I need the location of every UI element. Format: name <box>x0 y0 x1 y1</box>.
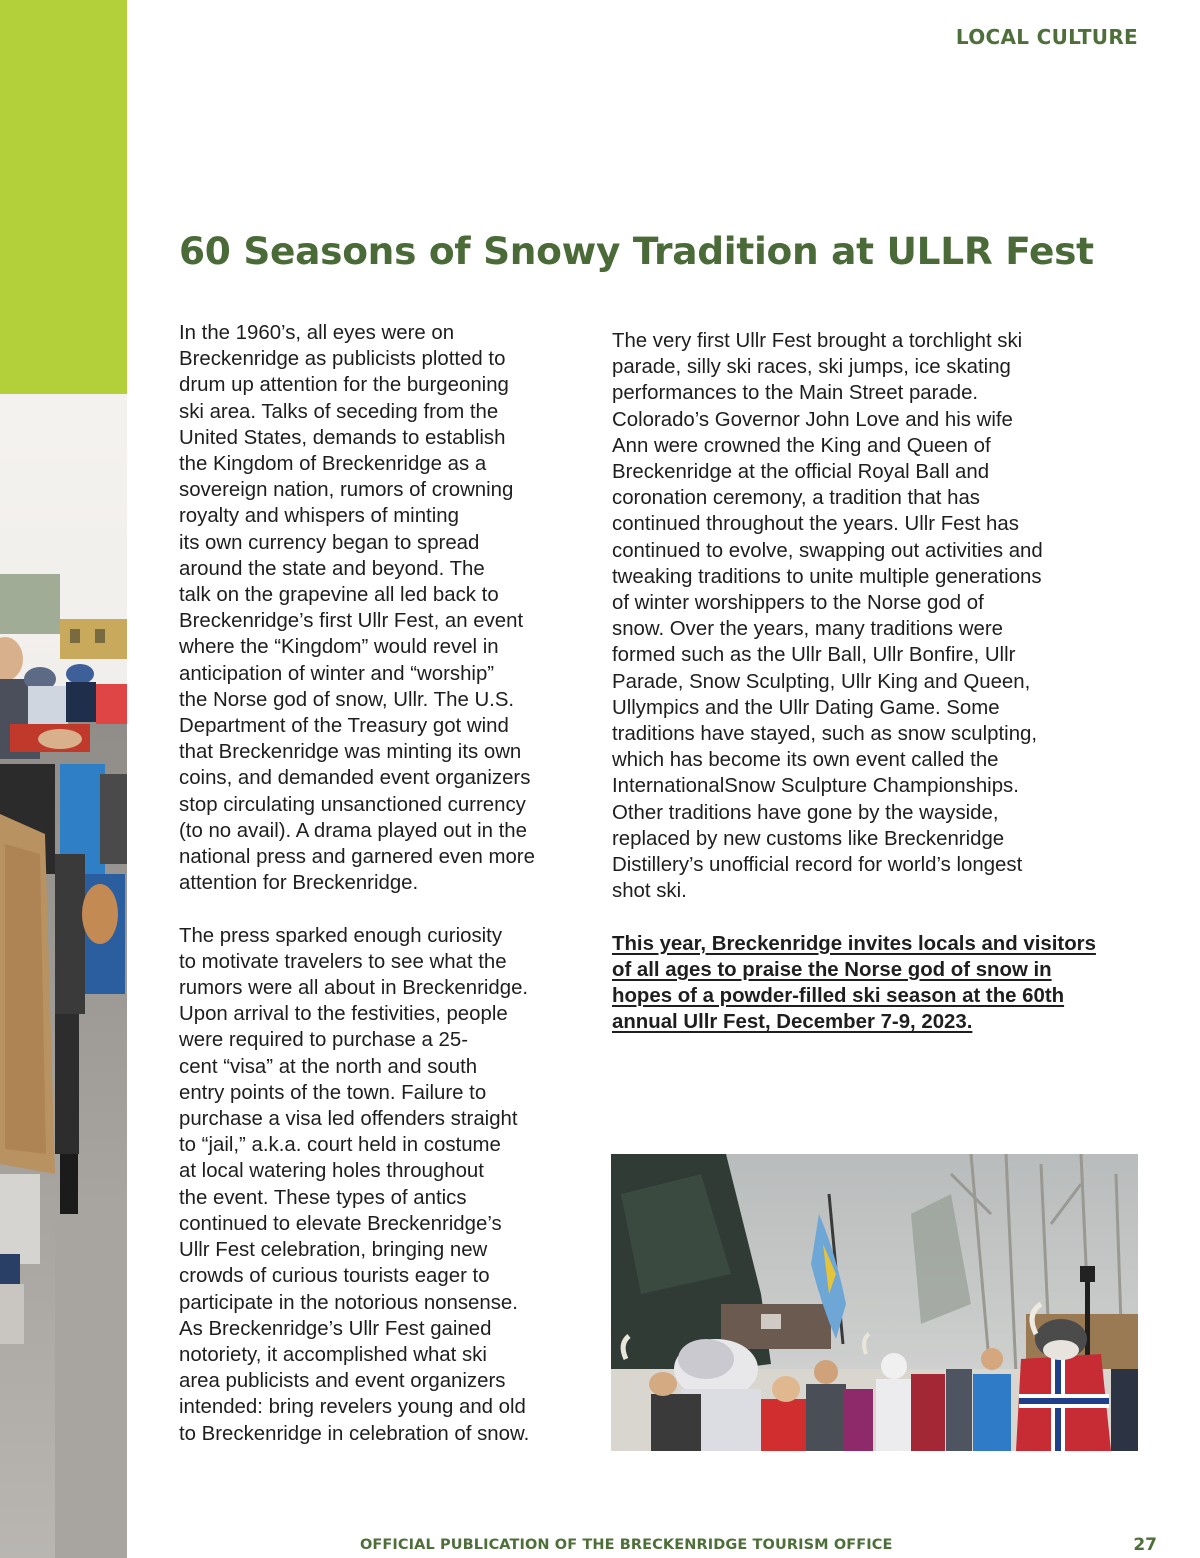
article-left-column <box>179 320 594 1447</box>
event-call-to-action: This year, Breckenridge invites locals and visitors of all ages to praise the Norse god of snow in hopes of a powder-filled ski season at the 60th annual Ullr Fest, December 7-9, 2023. <box>612 932 1096 1034</box>
crowd-edge-photo <box>0 394 127 1558</box>
article-right-column <box>612 328 1142 1035</box>
article-title: 60 Seasons of Snowy Tradition at ULLR Fest <box>179 229 1094 273</box>
ullr-parade-photo <box>611 1154 1138 1451</box>
paragraph: The very first Ullr Fest brought a torchlight ski parade, silly ski races, ski jumps, ice skating performances to the Main Street parade. Colorado’s Governor John Love and his wife Ann were crowned the King and Queen of Breckenridge at the official Royal Ball and coronation ceremony, a tradition that has continued throughout the years. Ullr Fest has continued to evolve, swapping out activities and tweaking traditions to unite multiple generations of winter worshippers to the Norse god of snow. Over the years, many traditions were formed such as the Ullr Ball, Ullr Bonfire, Ullr Parade, Snow Sculpting, Ullr King and Queen, Ullympics and the Ullr Dating Game. Some traditions have stayed, such as snow sculpting, which has become its own event called the InternationalSnow Sculpture Championships. Other traditions have gone by the wayside, replaced by new customs like Breckenridge Distillery’s unofficial record for world’s longest shot ski. <box>612 330 1043 903</box>
left-edge-decoration <box>0 0 127 1558</box>
footer-publication: OFFICIAL PUBLICATION OF THE BRECKENRIDGE TOURISM OFFICE <box>360 1537 893 1553</box>
paragraph: The press sparked enough curiosity to motivate travelers to see what the rumors were all about in Breckenridge. Upon arrival to the festivities, people were required to purchase a 25- cent “visa” at the north and south entry points of the town. Failure to purchase a visa led offenders straight to “jail,” a.k.a. court held in costume at local watering holes throughout the event. These types of antics continued to elevate Breckenridge’s Ullr Fest celebration, bringing new crowds of curious tourists eager to participate in the notorious nonsense. As Breckenridge’s Ullr Fest gained notoriety, it accomplished what ski area publicists and event organizers intended: bring revelers young and old to Breckenridge in celebration of snow. <box>179 924 530 1445</box>
page-number: 27 <box>1133 1535 1157 1555</box>
lime-accent-band <box>0 0 127 394</box>
paragraph: In the 1960’s, all eyes were on Breckenridge as publicists plotted to drum up attention for the burgeoning ski area. Talks of seceding from the United States, demands to establish the Kingdom of Breckenridge as a sovereign nation, rumors of crowning royalty and whispers of minting its own currency began to spread around the state and beyond. The talk on the grapevine all led back to Breckenridge’s first Ullr Fest, an event where the “Kingdom” would revel in anticipation of winter and “worship” the Norse god of snow, Ullr. The U.S. Department of the Treasury got wind that Breckenridge was minting its own coins, and demanded event organizers stop circulating unsanctioned currency (to no avail). A drama played out in the national press and garnered even more attention for Breckenridge. <box>179 322 535 895</box>
section-label: LOCAL CULTURE <box>955 25 1138 49</box>
